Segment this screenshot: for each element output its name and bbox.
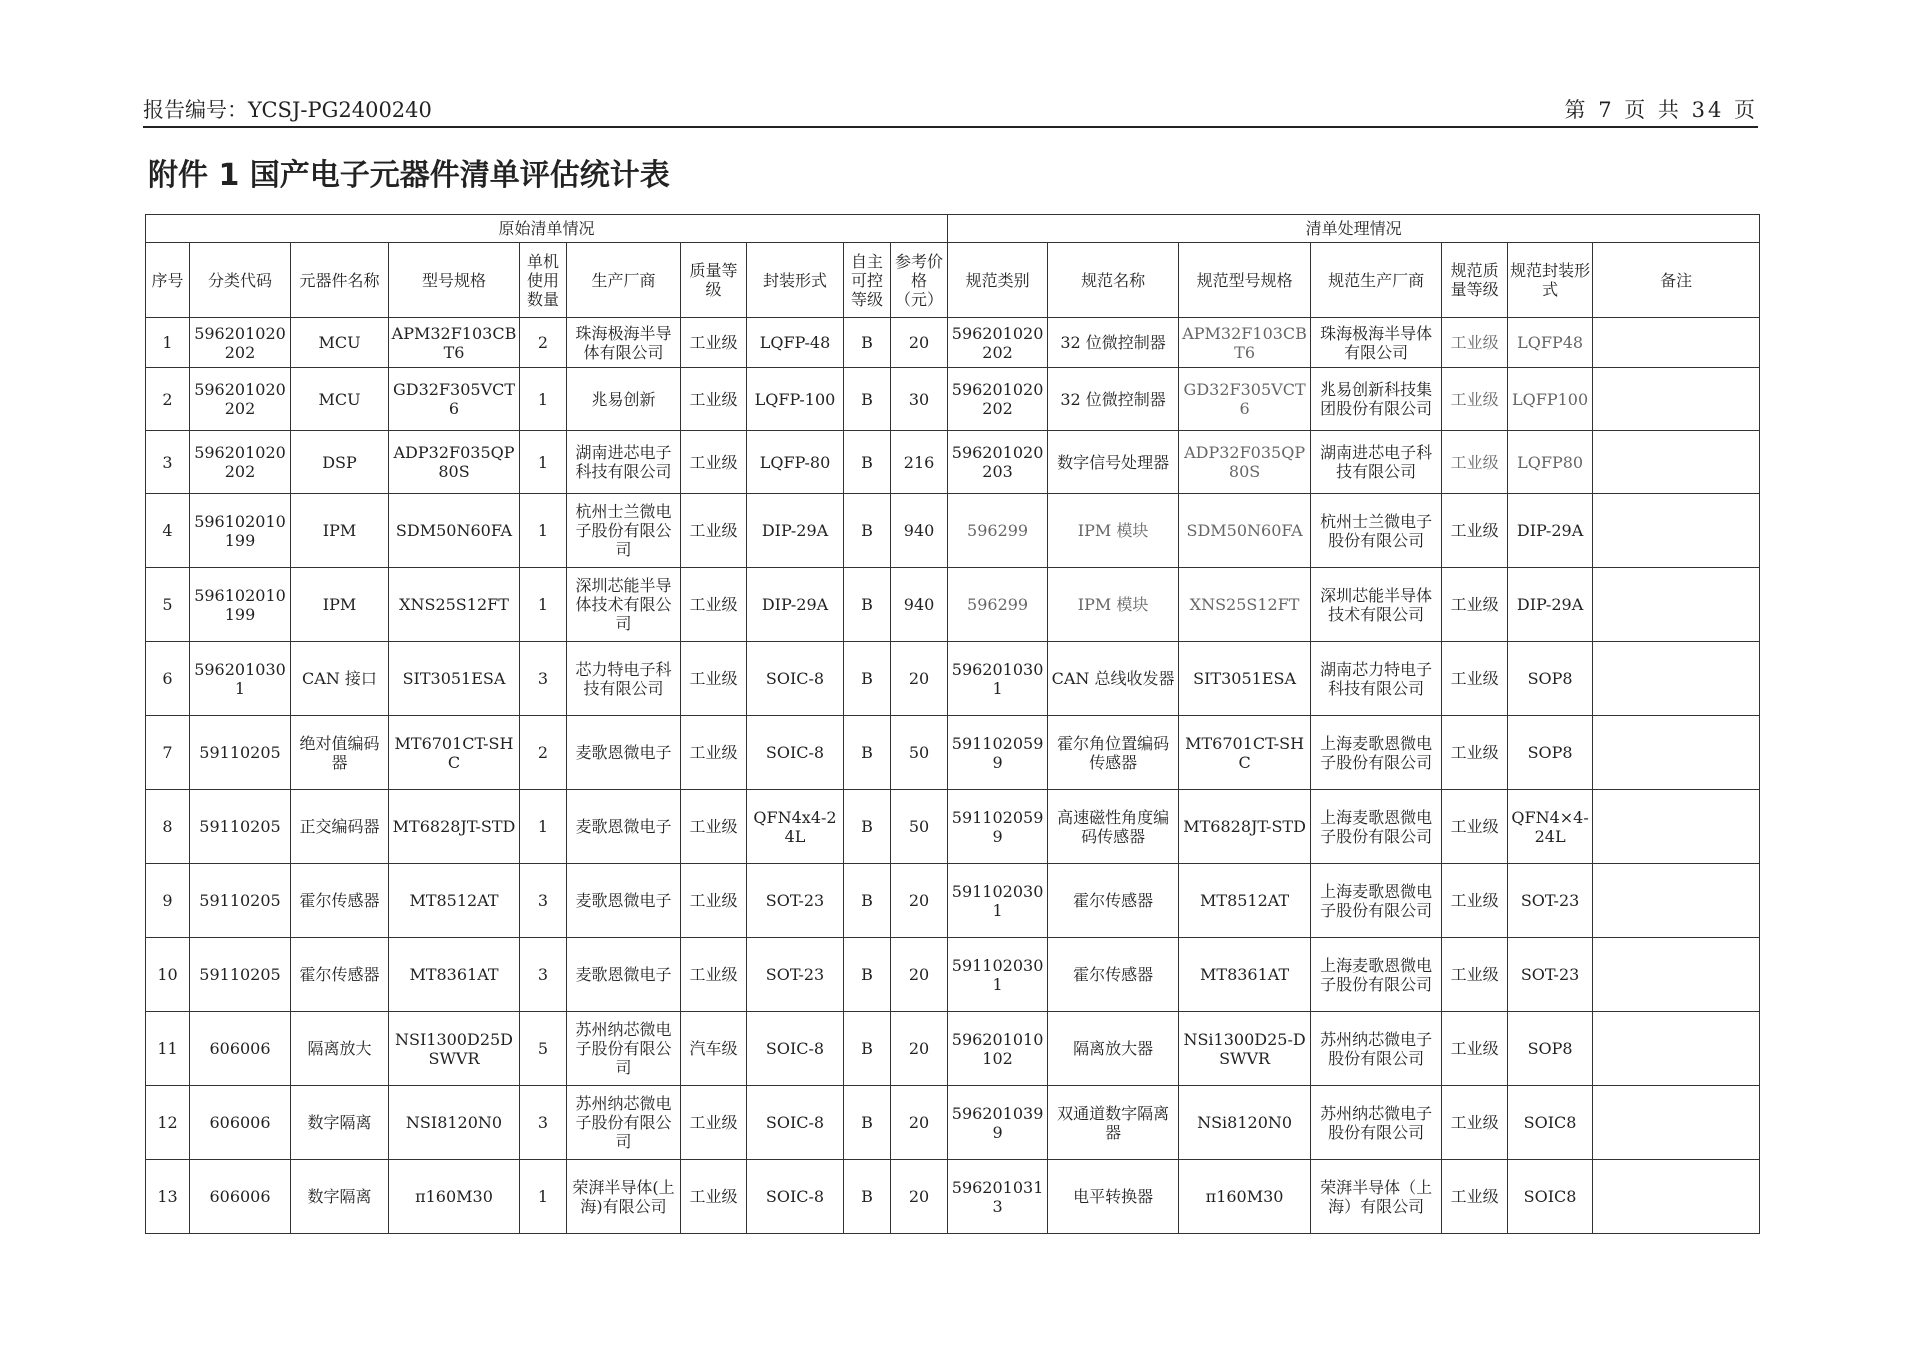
table-cell: QFN4x4-24L [747, 790, 844, 864]
table-cell: CAN 接口 [291, 642, 389, 716]
table-cell: CAN 总线收发器 [1048, 642, 1179, 716]
table-cell: 霍尔传感器 [1048, 938, 1179, 1012]
table-row [146, 494, 1760, 568]
table-cell: 32 位微控制器 [1048, 368, 1179, 431]
table-cell: B [844, 1086, 891, 1160]
table-cell: 596102010199 [190, 568, 291, 642]
table-cell: 湖南芯力特电子科技有限公司 [1311, 642, 1442, 716]
table-cell: B [844, 1012, 891, 1086]
table-cell: 596299 [948, 568, 1048, 642]
table-cell: 工业级 [681, 1086, 747, 1160]
column-header: 单机使用数量 [520, 243, 567, 318]
table-cell: 3 [520, 1086, 567, 1160]
table-cell: 5911020599 [948, 790, 1048, 864]
table-cell: 606006 [190, 1160, 291, 1234]
table-cell: 20 [891, 1086, 948, 1160]
table-cell: 工业级 [1442, 431, 1508, 494]
table-cell: SOIC-8 [747, 716, 844, 790]
table-cell: 596201020202 [190, 431, 291, 494]
table-row [146, 1160, 1760, 1234]
table-cell: 深圳芯能半导体技术有限公司 [1311, 568, 1442, 642]
table-cell: IPM [291, 568, 389, 642]
table-cell: LQFP80 [1508, 431, 1593, 494]
table-cell: 正交编码器 [291, 790, 389, 864]
table-cell: MCU [291, 368, 389, 431]
table-cell: 麦歌恩微电子 [567, 864, 681, 938]
table-cell [1593, 716, 1760, 790]
table-cell: APM32F103CBT6 [389, 318, 520, 368]
table-cell: SOT-23 [747, 864, 844, 938]
table-cell: MT6828JT-STD [389, 790, 520, 864]
table-cell: LQFP-80 [747, 431, 844, 494]
table-cell: 1 [146, 318, 190, 368]
table-cell [1593, 1160, 1760, 1234]
table-cell [1593, 642, 1760, 716]
table-cell [1593, 568, 1760, 642]
table-cell: NSI1300D25DSWVR [389, 1012, 520, 1086]
table-cell: B [844, 938, 891, 1012]
table-cell: SIT3051ESA [389, 642, 520, 716]
table-cell: SOIC-8 [747, 1086, 844, 1160]
table-cell: 苏州纳芯微电子股份有限公司 [567, 1012, 681, 1086]
table-cell: 麦歌恩微电子 [567, 716, 681, 790]
table-row [146, 431, 1760, 494]
table-cell: SDM50N60FA [389, 494, 520, 568]
table-cell: 11 [146, 1012, 190, 1086]
table-cell: 50 [891, 716, 948, 790]
table-cell: 电平转换器 [1048, 1160, 1179, 1234]
table-cell: 4 [146, 494, 190, 568]
table-cell: 1 [520, 494, 567, 568]
table-cell: MT6701CT-SHC [389, 716, 520, 790]
table-cell: XNS25S12FT [1179, 568, 1311, 642]
table-cell: 高速磁性角度编码传感器 [1048, 790, 1179, 864]
table-cell: 59110205 [190, 716, 291, 790]
column-header: 规范生产厂商 [1311, 243, 1442, 318]
column-header: 规范封装形式 [1508, 243, 1593, 318]
column-header-row [146, 243, 1760, 318]
table-cell: 59110205 [190, 790, 291, 864]
table-cell: 6 [146, 642, 190, 716]
table-cell: MT8361AT [389, 938, 520, 1012]
components-table [145, 214, 1760, 1234]
table-cell: 深圳芯能半导体技术有限公司 [567, 568, 681, 642]
table-cell: 隔离放大器 [1048, 1012, 1179, 1086]
table-row [146, 368, 1760, 431]
table-cell: 珠海极海半导体有限公司 [567, 318, 681, 368]
table-cell: QFN4×4-24L [1508, 790, 1593, 864]
table-cell: 数字隔离 [291, 1160, 389, 1234]
table-cell: SOIC8 [1508, 1160, 1593, 1234]
section-original: 原始清单情况 [146, 215, 948, 243]
table-cell: 工业级 [681, 318, 747, 368]
table-cell [1593, 318, 1760, 368]
table-cell: 兆易创新科技集团股份有限公司 [1311, 368, 1442, 431]
column-header: 备注 [1593, 243, 1760, 318]
table-cell: 工业级 [1442, 568, 1508, 642]
table-cell: B [844, 1160, 891, 1234]
table-cell: 上海麦歌恩微电子股份有限公司 [1311, 790, 1442, 864]
table-row [146, 318, 1760, 368]
section-header-row [146, 215, 1760, 243]
table-cell: B [844, 642, 891, 716]
table-cell: 荣湃半导体（上海）有限公司 [1311, 1160, 1442, 1234]
table-cell: 绝对值编码器 [291, 716, 389, 790]
table-cell: 工业级 [1442, 318, 1508, 368]
table-cell: 9 [146, 864, 190, 938]
table-cell: 5911020301 [948, 864, 1048, 938]
table-cell: ADP32F035QP80S [389, 431, 520, 494]
table-cell: SOIC-8 [747, 1160, 844, 1234]
table-cell: SOP8 [1508, 716, 1593, 790]
table-cell: 59110205 [190, 938, 291, 1012]
table-cell: 50 [891, 790, 948, 864]
table-cell: SOIC8 [1508, 1086, 1593, 1160]
table-cell: SOT-23 [1508, 938, 1593, 1012]
table-cell: 10 [146, 938, 190, 1012]
table-row [146, 1012, 1760, 1086]
table-cell: B [844, 716, 891, 790]
table-cell: SOP8 [1508, 642, 1593, 716]
table-cell: 工业级 [1442, 938, 1508, 1012]
table-cell: 工业级 [1442, 790, 1508, 864]
table-cell: 3 [520, 938, 567, 1012]
table-cell: 5962010313 [948, 1160, 1048, 1234]
table-row [146, 1086, 1760, 1160]
table-cell: 数字隔离 [291, 1086, 389, 1160]
table-cell: 上海麦歌恩微电子股份有限公司 [1311, 864, 1442, 938]
table-cell: π160M30 [1179, 1160, 1311, 1234]
table-cell: 596201020202 [948, 318, 1048, 368]
report-number: 报告编号：YCSJ-PG2400240 [143, 98, 432, 122]
table-cell: 20 [891, 864, 948, 938]
table-cell: 工业级 [1442, 1012, 1508, 1086]
table-cell: DIP-29A [1508, 568, 1593, 642]
table-cell [1593, 790, 1760, 864]
table-cell: 工业级 [681, 642, 747, 716]
table-cell: 12 [146, 1086, 190, 1160]
table-cell: 麦歌恩微电子 [567, 790, 681, 864]
table-cell: 霍尔传感器 [291, 864, 389, 938]
table-cell: LQFP100 [1508, 368, 1593, 431]
table-cell [1593, 368, 1760, 431]
table-cell: SIT3051ESA [1179, 642, 1311, 716]
table-cell: DSP [291, 431, 389, 494]
table-cell: 8 [146, 790, 190, 864]
table-cell: 20 [891, 642, 948, 716]
table-cell: 上海麦歌恩微电子股份有限公司 [1311, 938, 1442, 1012]
column-header: 规范型号规格 [1179, 243, 1311, 318]
table-cell: 杭州士兰微电子股份有限公司 [567, 494, 681, 568]
table-row [146, 716, 1760, 790]
table-cell: LQFP-48 [747, 318, 844, 368]
table-cell: SOT-23 [747, 938, 844, 1012]
table-cell: 工业级 [681, 938, 747, 1012]
column-header: 序号 [146, 243, 190, 318]
table-row [146, 864, 1760, 938]
table-cell: 596201020202 [190, 368, 291, 431]
table-cell: 苏州纳芯微电子股份有限公司 [1311, 1012, 1442, 1086]
column-header: 参考价格（元） [891, 243, 948, 318]
table-cell: 940 [891, 568, 948, 642]
table-cell: 2 [520, 716, 567, 790]
table-cell: IPM 模块 [1048, 494, 1179, 568]
table-cell: 216 [891, 431, 948, 494]
table-cell: DIP-29A [1508, 494, 1593, 568]
table-cell: 5911020301 [948, 938, 1048, 1012]
table-cell: SOP8 [1508, 1012, 1593, 1086]
column-header: 规范名称 [1048, 243, 1179, 318]
table-cell: 工业级 [681, 1160, 747, 1234]
table-cell: MT6701CT-SHC [1179, 716, 1311, 790]
table-cell: ADP32F035QP80S [1179, 431, 1311, 494]
table-cell: 596102010199 [190, 494, 291, 568]
table-cell: 霍尔传感器 [291, 938, 389, 1012]
column-header: 封装形式 [747, 243, 844, 318]
table-cell: 3 [520, 864, 567, 938]
table-cell: B [844, 431, 891, 494]
table-cell: 20 [891, 1160, 948, 1234]
table-cell: 工业级 [1442, 1160, 1508, 1234]
table-cell: IPM 模块 [1048, 568, 1179, 642]
table-cell: 工业级 [681, 790, 747, 864]
column-header: 型号规格 [389, 243, 520, 318]
table-cell: 20 [891, 318, 948, 368]
table-cell: 2 [146, 368, 190, 431]
table-cell: 1 [520, 1160, 567, 1234]
table-cell [1593, 431, 1760, 494]
table-cell: MT8512AT [1179, 864, 1311, 938]
table-row [146, 938, 1760, 1012]
page-info: 第 7 页 共 34 页 [1564, 98, 1758, 122]
table-cell: NSi1300D25-DSWVR [1179, 1012, 1311, 1086]
table-cell: B [844, 864, 891, 938]
table-cell: 上海麦歌恩微电子股份有限公司 [1311, 716, 1442, 790]
table-cell: B [844, 790, 891, 864]
table-cell: 940 [891, 494, 948, 568]
table-cell: 1 [520, 431, 567, 494]
table-cell: 麦歌恩微电子 [567, 938, 681, 1012]
table-cell: 1 [520, 568, 567, 642]
table-row [146, 568, 1760, 642]
table-cell: 7 [146, 716, 190, 790]
table-cell: SOIC-8 [747, 1012, 844, 1086]
table-cell: NSI8120N0 [389, 1086, 520, 1160]
table-cell: 荣湃半导体(上海)有限公司 [567, 1160, 681, 1234]
table-cell: MT6828JT-STD [1179, 790, 1311, 864]
table-cell: 湖南进芯电子科技有限公司 [1311, 431, 1442, 494]
table-body [146, 318, 1760, 1234]
table-cell: 5962010301 [948, 642, 1048, 716]
table-cell: 工业级 [1442, 494, 1508, 568]
table-cell: 工业级 [681, 864, 747, 938]
document-title: 附件 1 国产电子元器件清单评估统计表 [148, 158, 670, 193]
table-cell: B [844, 568, 891, 642]
table-cell: B [844, 494, 891, 568]
table-cell: 苏州纳芯微电子股份有限公司 [1311, 1086, 1442, 1160]
table-cell: 隔离放大 [291, 1012, 389, 1086]
table-cell: 3 [520, 642, 567, 716]
column-header: 质量等级 [681, 243, 747, 318]
table-cell: SOIC-8 [747, 642, 844, 716]
table-cell: XNS25S12FT [389, 568, 520, 642]
table-cell: 珠海极海半导体有限公司 [1311, 318, 1442, 368]
table-cell: 5 [146, 568, 190, 642]
table-cell: 5962010301 [190, 642, 291, 716]
table-cell: 工业级 [1442, 642, 1508, 716]
table-cell: GD32F305VCT6 [389, 368, 520, 431]
table-cell: 596201020203 [948, 431, 1048, 494]
table-cell: B [844, 318, 891, 368]
table-cell: 20 [891, 1012, 948, 1086]
table-cell: 2 [520, 318, 567, 368]
table-cell: 32 位微控制器 [1048, 318, 1179, 368]
table-cell: 工业级 [1442, 1086, 1508, 1160]
table-cell [1593, 938, 1760, 1012]
table-cell: 工业级 [681, 431, 747, 494]
table-cell: 1 [520, 368, 567, 431]
table-cell: 606006 [190, 1012, 291, 1086]
table-cell: SDM50N60FA [1179, 494, 1311, 568]
table-cell: MT8512AT [389, 864, 520, 938]
table-cell: 杭州士兰微电子股份有限公司 [1311, 494, 1442, 568]
table-cell: SOT-23 [1508, 864, 1593, 938]
table-cell: 汽车级 [681, 1012, 747, 1086]
table-cell: MT8361AT [1179, 938, 1311, 1012]
section-processed: 清单处理情况 [948, 215, 1760, 243]
table-cell [1593, 1012, 1760, 1086]
table-cell: LQFP48 [1508, 318, 1593, 368]
table-cell: 596201010102 [948, 1012, 1048, 1086]
table-cell: 3 [146, 431, 190, 494]
column-header: 元器件名称 [291, 243, 389, 318]
column-header: 自主可控等级 [844, 243, 891, 318]
table-cell: APM32F103CBT6 [1179, 318, 1311, 368]
table-cell: 工业级 [681, 716, 747, 790]
table-cell: 30 [891, 368, 948, 431]
table-cell: 59110205 [190, 864, 291, 938]
table-row [146, 642, 1760, 716]
page-header [143, 92, 1758, 128]
column-header: 规范质量等级 [1442, 243, 1508, 318]
table-cell: 13 [146, 1160, 190, 1234]
table-cell: 606006 [190, 1086, 291, 1160]
table-cell: 湖南进芯电子科技有限公司 [567, 431, 681, 494]
table-cell: 5962010399 [948, 1086, 1048, 1160]
table-cell: 596201020202 [190, 318, 291, 368]
table-cell: DIP-29A [747, 568, 844, 642]
table-cell: 工业级 [1442, 368, 1508, 431]
table-cell: 工业级 [1442, 864, 1508, 938]
column-header: 规范类别 [948, 243, 1048, 318]
table-cell: 霍尔角位置编码传感器 [1048, 716, 1179, 790]
table-cell: 596201020202 [948, 368, 1048, 431]
table-cell: 5911020599 [948, 716, 1048, 790]
table-cell [1593, 1086, 1760, 1160]
table-cell: 596299 [948, 494, 1048, 568]
table-cell: 工业级 [681, 568, 747, 642]
table-cell: 数字信号处理器 [1048, 431, 1179, 494]
table-cell: π160M30 [389, 1160, 520, 1234]
table-cell: 工业级 [1442, 716, 1508, 790]
table-cell [1593, 864, 1760, 938]
table-cell: IPM [291, 494, 389, 568]
table-cell: B [844, 368, 891, 431]
table-cell: 兆易创新 [567, 368, 681, 431]
table-cell: GD32F305VCT6 [1179, 368, 1311, 431]
table-cell: 1 [520, 790, 567, 864]
table-cell: MCU [291, 318, 389, 368]
table-cell: DIP-29A [747, 494, 844, 568]
column-header: 生产厂商 [567, 243, 681, 318]
table-cell: NSi8120N0 [1179, 1086, 1311, 1160]
table-cell: 芯力特电子科技有限公司 [567, 642, 681, 716]
table-row [146, 790, 1760, 864]
table-cell: LQFP-100 [747, 368, 844, 431]
table-cell [1593, 494, 1760, 568]
table-cell: 5 [520, 1012, 567, 1086]
table-cell: 霍尔传感器 [1048, 864, 1179, 938]
table-cell: 苏州纳芯微电子股份有限公司 [567, 1086, 681, 1160]
table-cell: 工业级 [681, 368, 747, 431]
column-header: 分类代码 [190, 243, 291, 318]
table-cell: 双通道数字隔离器 [1048, 1086, 1179, 1160]
table-cell: 20 [891, 938, 948, 1012]
table-cell: 工业级 [681, 494, 747, 568]
